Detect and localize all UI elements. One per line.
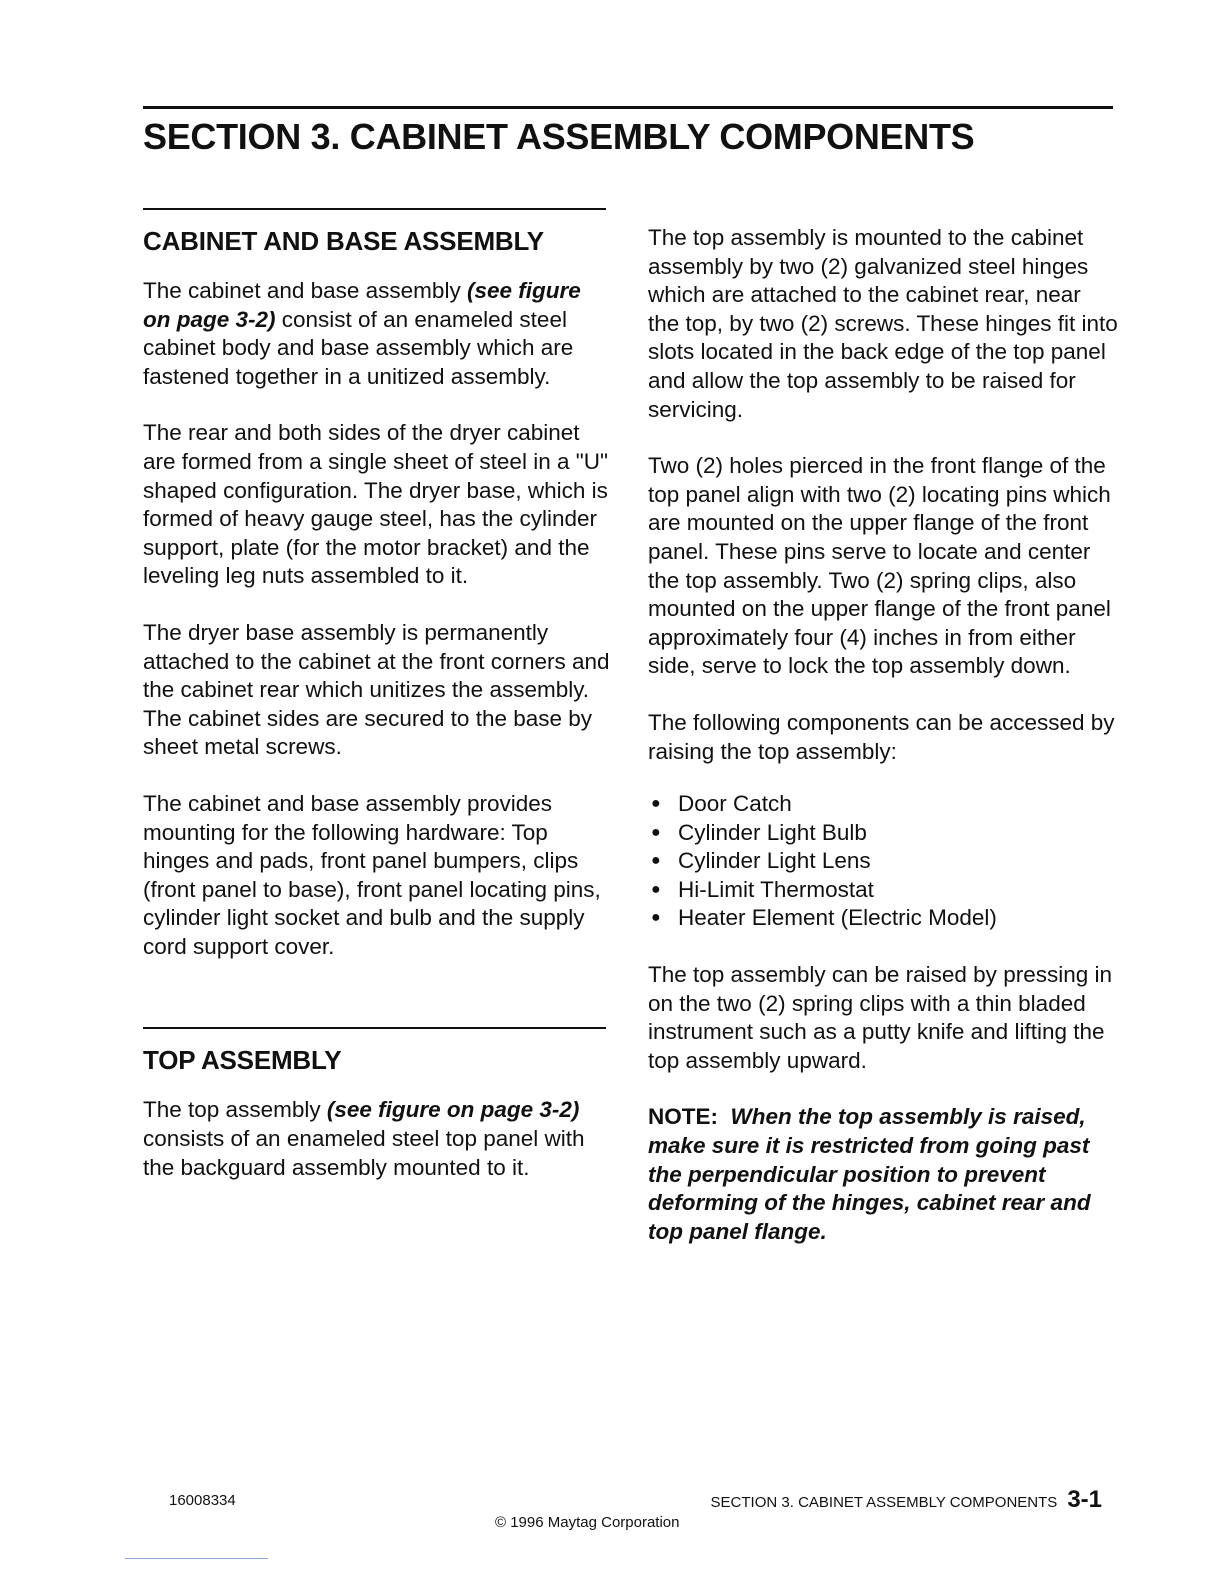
right-column — [648, 224, 1118, 1246]
scan-artifact-line — [125, 1558, 268, 1559]
cabinet-base-heading: CABINET AND BASE ASSEMBLY — [143, 226, 544, 256]
page-number: 3-1 — [1067, 1486, 1102, 1513]
top-assembly-paragraph-1: The top assembly (see figure on page 3-2) consists of an enameled steel top panel with the backguard assembly mounted to it. — [143, 1097, 585, 1180]
page-title: SECTION 3. CABINET ASSEMBLY COMPONENTS — [143, 116, 975, 157]
note-label: NOTE: — [648, 1104, 718, 1130]
footer-section-label: SECTION 3. CABINET ASSEMBLY COMPONENTS — [710, 1494, 1058, 1511]
list-item: ● Heater Element (Electric Model) — [648, 904, 1118, 933]
locating-pins-paragraph: Two (2) holes pierced in the front flange of the top panel align with two (2) locating pins which are mounted on the upper flange of the front panel. These pins serve to locate and center the top assembly. Two (2) spring clips, also mounted on the upper flange of the front panel approximately four (4) inches in from either side, serve to lock the top assembly down. — [648, 453, 1111, 679]
note-text: When the top assembly is raised, make sure it is restricted from going past the perpendicular position to prevent deforming of the hinges, cabinet rear and top panel flange. — [648, 1104, 1091, 1244]
cabinet-base-paragraph-2: The rear and both sides of the dryer cabinet are formed from a single sheet of steel in a "U" shaped configuration. The dryer base, which is formed of heavy gauge steel, has the cylinder support, plate (for the motor bracket) and the leveling leg nuts assembled to it. — [143, 420, 608, 589]
raising-paragraph: The top assembly can be raised by pressing in on the two (2) spring clips with a thin bladed instrument such as a putty knife and lifting the top assembly upward. — [648, 962, 1112, 1073]
list-item: ● Door Catch — [648, 790, 1118, 819]
hinge-paragraph: The top assembly is mounted to the cabinet assembly by two (2) galvanized steel hinges which are attached to the cabinet rear, near the top, by two (2) screws. These hinges fit into slots located in the back edge of the top panel and allow the top assembly to be raised for servicing. — [648, 225, 1118, 422]
figure-reference: (see figure on page 3-2) — [143, 278, 581, 332]
bullet-icon: ● — [651, 909, 661, 927]
copyright: © 1996 Maytag Corporation — [495, 1514, 680, 1531]
cabinet-base-paragraph-3: The dryer base assembly is permanently attached to the cabinet at the front corners and the cabinet rear which unitizes the assembly. The cabinet sides are secured to the base by sheet metal screws. — [143, 619, 610, 760]
bullet-icon: ● — [651, 823, 661, 841]
list-item: ● Hi-Limit Thermostat — [648, 876, 1118, 905]
components-intro: The following components can be accessed by raising the top assembly: — [648, 709, 1115, 764]
top-assembly-heading: TOP ASSEMBLY — [143, 1045, 342, 1076]
bullet-icon: ● — [651, 852, 661, 870]
bullet-icon: ● — [651, 880, 661, 898]
figure-reference: (see figure on page 3-2) — [326, 1097, 580, 1123]
cabinet-base-paragraph-1: The cabinet and base assembly (see figure on page 3-2) consist of an enameled steel cabinet body and base assembly which are fastened together in a unitized assembly. — [143, 278, 581, 389]
bullet-icon: ● — [651, 795, 661, 813]
title-rule — [143, 106, 1113, 109]
note-block — [648, 1103, 1118, 1246]
section-rule — [143, 208, 606, 210]
list-item: ● Cylinder Light Lens — [648, 847, 1118, 876]
left-column — [143, 208, 613, 1210]
list-item: ● Cylinder Light Bulb — [648, 819, 1118, 848]
doc-number: 16008334 — [169, 1492, 236, 1509]
cabinet-base-paragraph-4: The cabinet and base assembly provides mounting for the following hardware: Top hinges and pads, front panel bumpers, clips (front panel to base), front panel locating pins, cylinder light socket and bulb and the supply cord support cover. — [143, 790, 601, 959]
section-rule — [143, 1027, 606, 1029]
footer-section — [711, 1486, 1102, 1514]
components-list — [648, 790, 1118, 933]
